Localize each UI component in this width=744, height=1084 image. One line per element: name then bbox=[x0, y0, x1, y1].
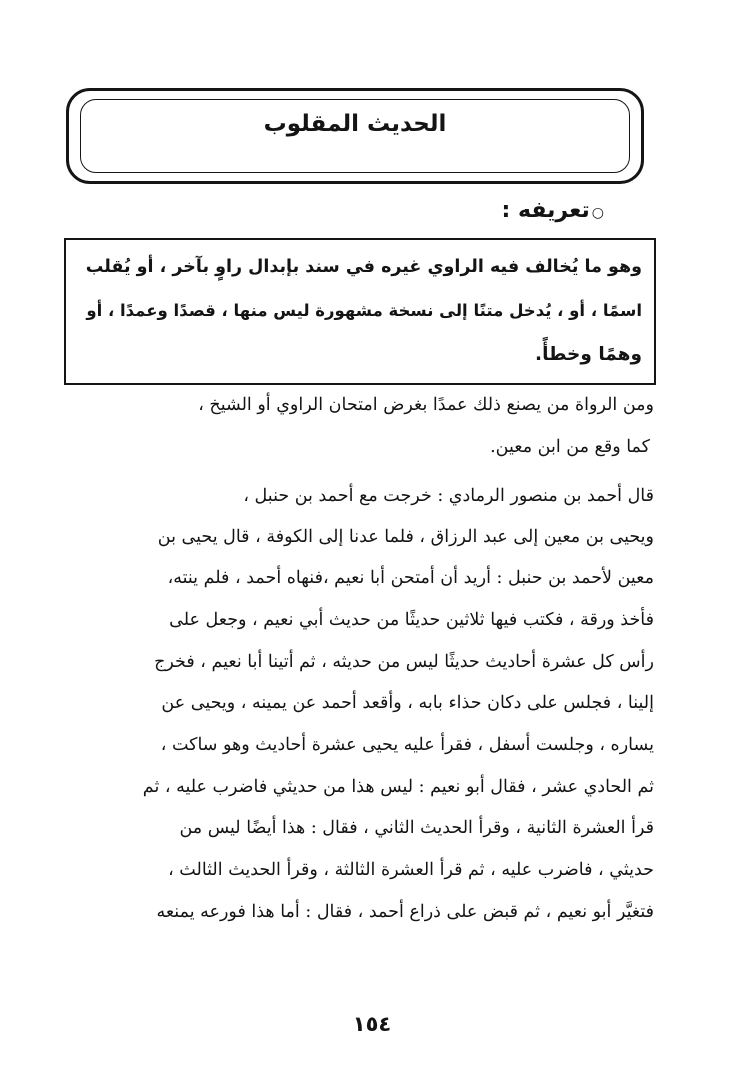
body-line: رأس كل عشرة أحاديث حديثًا ليس من حديثه ، ثم أتينا أبا نعيم ، فخرج bbox=[154, 652, 654, 672]
body-line: ويحيى بن معين إلى عبد الرزاق ، فلما عدنا إلى الكوفة ، قال يحيى بن bbox=[157, 527, 654, 547]
body-line: كما وقع من ابن معين. bbox=[490, 437, 650, 457]
page-number: ١٥٤ bbox=[352, 1012, 392, 1036]
body-line: ومن الرواة من يصنع ذلك عمدًا بغرض امتحان الراوي أو الشيخ ، bbox=[198, 395, 654, 415]
body-line: فأخذ ورقة ، فكتب فيها ثلاثين حديثًا من حديث أبي نعيم ، وجعل على bbox=[169, 610, 654, 630]
body-line: ثم الحادي عشر ، فقال أبو نعيم : ليس هذا من حديثي فاضرب عليه ، ثم bbox=[142, 777, 654, 797]
body-line: يساره ، وجلست أسفل ، فقرأ عليه يحيى عشرة أحاديث وهو ساكت ، bbox=[160, 735, 654, 755]
body-line: معين لأحمد بن حنبل : أريد أن أمتحن أبا نعيم ،فنهاه أحمد ، فلم ينته، bbox=[167, 568, 654, 588]
section-heading-text: تعريفه : bbox=[501, 198, 590, 223]
chapter-title-frame bbox=[66, 88, 644, 184]
definition-line: اسمًا ، أو ، يُدخل متنًا إلى نسخة مشهورة ليس منها ، قصدًا وعمدًا ، أو bbox=[86, 301, 642, 320]
body-line: قرأ العشرة الثانية ، وقرأ الحديث الثاني ، فقال : هذا أيضًا ليس من bbox=[179, 818, 654, 838]
definition-line: وهمًا وخطأً. bbox=[535, 344, 642, 365]
body-line: قال أحمد بن منصور الرمادي : خرجت مع أحمد بن حنبل ، bbox=[243, 486, 654, 506]
chapter-title: الحديث المقلوب bbox=[263, 111, 447, 137]
body-line: فتغيَّر أبو نعيم ، ثم قبض على ذراع أحمد ، فقال : أما هذا فورعه يمنعه bbox=[156, 902, 654, 922]
definition-box bbox=[64, 238, 656, 385]
definition-line: وهو ما يُخالف فيه الراوي غيره في سند بإبدال راوٍ بآخر ، أو يُقلب bbox=[85, 257, 642, 277]
body-line: حديثي ، فاضرب عليه ، ثم قرأ العشرة الثالثة ، وقرأ الحديث الثالث ، bbox=[168, 860, 654, 880]
section-heading bbox=[502, 198, 604, 223]
circle-bullet-icon: ○ bbox=[591, 205, 604, 221]
body-line: إلينا ، فجلس على دكان حذاء بابه ، وأقعد أحمد عن يمينه ، ويحيى عن bbox=[161, 693, 654, 713]
